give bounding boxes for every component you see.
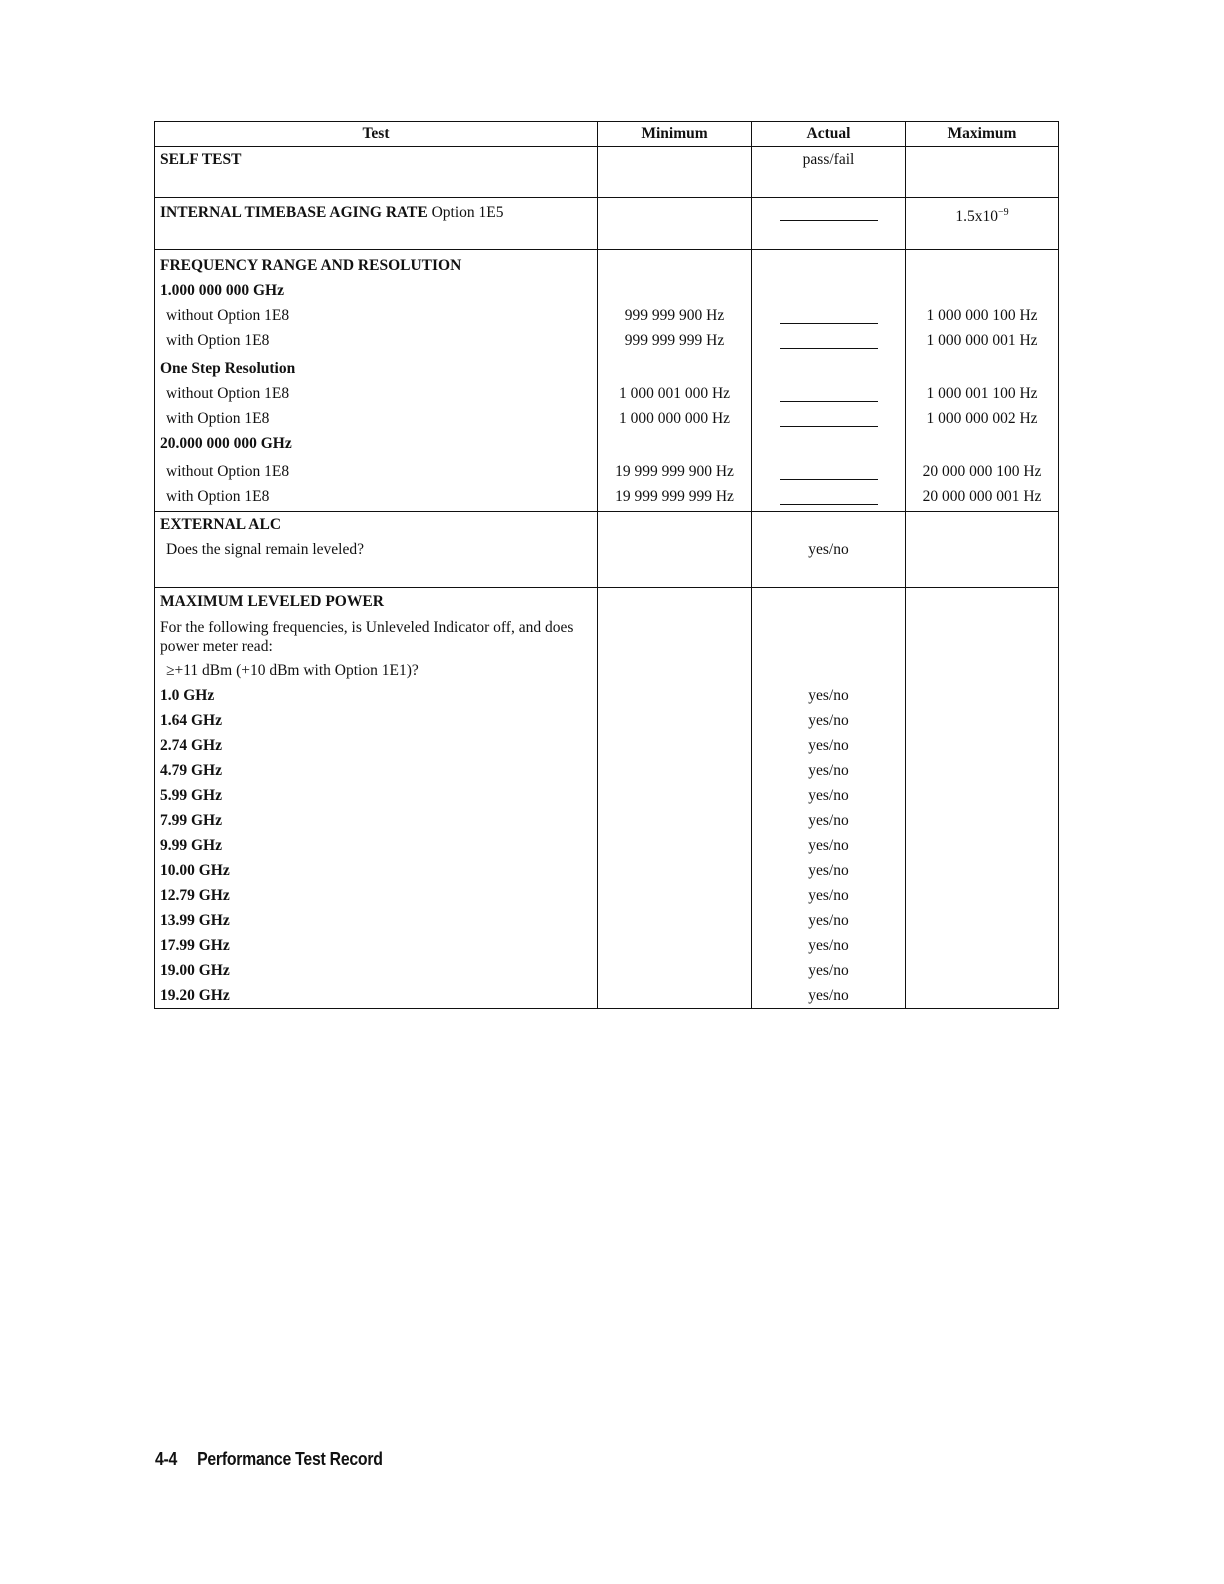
power-actual: yes/no <box>808 987 849 1004</box>
external-alc-section <box>155 512 1059 588</box>
maximum-value: 1 000 000 100 Hz <box>926 307 1038 324</box>
power-actual: yes/no <box>808 937 849 954</box>
timebase-maximum: $1.5x10^{-9}$ <box>955 207 1009 226</box>
header-minimum: Minimum <box>598 122 752 147</box>
power-question: For the following frequencies, is Unleveled Indicator off, and does power meter read: <box>160 619 574 655</box>
power-actual: yes/no <box>808 737 849 754</box>
alc-title: EXTERNAL ALC <box>160 516 282 533</box>
power-title: MAXIMUM LEVELED POWER <box>160 593 384 610</box>
power-frequency: 17.99 GHz <box>160 937 230 954</box>
minimum-value: 999 999 900 Hz <box>624 307 725 324</box>
maximum-value: 20 000 000 001 Hz <box>922 488 1042 505</box>
frequency-section <box>155 250 1059 512</box>
power-frequency: 19.00 GHz <box>160 962 230 979</box>
timebase-title: INTERNAL TIMEBASE AGING RATE <box>160 204 428 221</box>
header-actual: Actual <box>752 122 906 147</box>
option-label: without Option 1E8 <box>166 463 290 480</box>
actual-entry-blank[interactable] <box>780 309 878 324</box>
power-frequency: 13.99 GHz <box>160 912 230 929</box>
timebase-option: Option 1E5 <box>431 204 504 221</box>
power-frequency: 1.64 GHz <box>160 712 222 729</box>
maximum-value: 1 000 000 001 Hz <box>926 332 1038 349</box>
actual-entry-blank[interactable] <box>780 334 878 349</box>
alc-question: Does the signal remain leveled? <box>166 541 364 558</box>
power-actual: yes/no <box>808 812 849 829</box>
power-frequency: 1.0 GHz <box>160 687 215 704</box>
alc-actual: yes/no <box>808 541 849 558</box>
power-actual: yes/no <box>808 837 849 854</box>
option-label: with Option 1E8 <box>166 332 270 349</box>
minimum-value: 999 999 999 Hz <box>624 332 725 349</box>
self-test-title: SELF TEST <box>160 151 242 168</box>
option-label: without Option 1E8 <box>166 385 290 402</box>
power-actual: yes/no <box>808 762 849 779</box>
page-number: 4-4 <box>155 1449 178 1469</box>
option-label: with Option 1E8 <box>166 410 270 427</box>
freq-group-label: 20.000 000 000 GHz <box>160 435 292 452</box>
power-frequency: 5.99 GHz <box>160 787 222 804</box>
power-frequency: 2.74 GHz <box>160 737 222 754</box>
self-test-section <box>155 147 1059 198</box>
minimum-value: 19 999 999 999 Hz <box>615 488 734 505</box>
actual-entry-blank[interactable] <box>780 412 878 427</box>
header-test: Test <box>155 122 598 147</box>
maximum-value: 1 000 001 100 Hz <box>926 385 1038 402</box>
freq-group-label: 1.000 000 000 GHz <box>160 282 284 299</box>
power-actual: yes/no <box>808 787 849 804</box>
power-frequency: 12.79 GHz <box>160 887 230 904</box>
power-criterion: ≥+11 dBm (+10 dBm with Option 1E1)? <box>166 662 419 679</box>
option-label: with Option 1E8 <box>166 488 270 505</box>
freq-group-label: One Step Resolution <box>160 360 296 377</box>
power-actual: yes/no <box>808 687 849 704</box>
power-frequency: 4.79 GHz <box>160 762 222 779</box>
page-footer <box>155 1449 383 1470</box>
power-frequency: 9.99 GHz <box>160 837 222 854</box>
power-actual: yes/no <box>808 862 849 879</box>
actual-entry-blank[interactable] <box>780 490 878 505</box>
actual-entry-blank[interactable] <box>780 465 878 480</box>
performance-test-record-table <box>154 121 1059 1009</box>
actual-entry-blank[interactable] <box>780 387 878 402</box>
power-frequency: 19.20 GHz <box>160 987 230 1004</box>
option-label: without Option 1E8 <box>166 307 290 324</box>
power-actual: yes/no <box>808 962 849 979</box>
power-actual: yes/no <box>808 887 849 904</box>
header-maximum: Maximum <box>906 122 1059 147</box>
table-header-row <box>155 122 1059 147</box>
frequency-title: FREQUENCY RANGE AND RESOLUTION <box>160 257 462 274</box>
footer-title: Performance Test Record <box>197 1449 383 1469</box>
power-actual: yes/no <box>808 712 849 729</box>
self-test-actual: pass/fail <box>802 151 855 168</box>
power-frequency: 10.00 GHz <box>160 862 230 879</box>
power-actual: yes/no <box>808 912 849 929</box>
minimum-value: 1 000 000 000 Hz <box>618 410 731 427</box>
power-frequency: 7.99 GHz <box>160 812 222 829</box>
actual-entry-blank[interactable] <box>780 206 878 221</box>
minimum-value: 1 000 001 000 Hz <box>618 385 731 402</box>
max-leveled-power-section <box>155 588 1059 1009</box>
minimum-value: 19 999 999 900 Hz <box>615 463 734 480</box>
maximum-value: 20 000 000 100 Hz <box>922 463 1042 480</box>
timebase-section <box>155 198 1059 250</box>
maximum-value: 1 000 000 002 Hz <box>926 410 1038 427</box>
